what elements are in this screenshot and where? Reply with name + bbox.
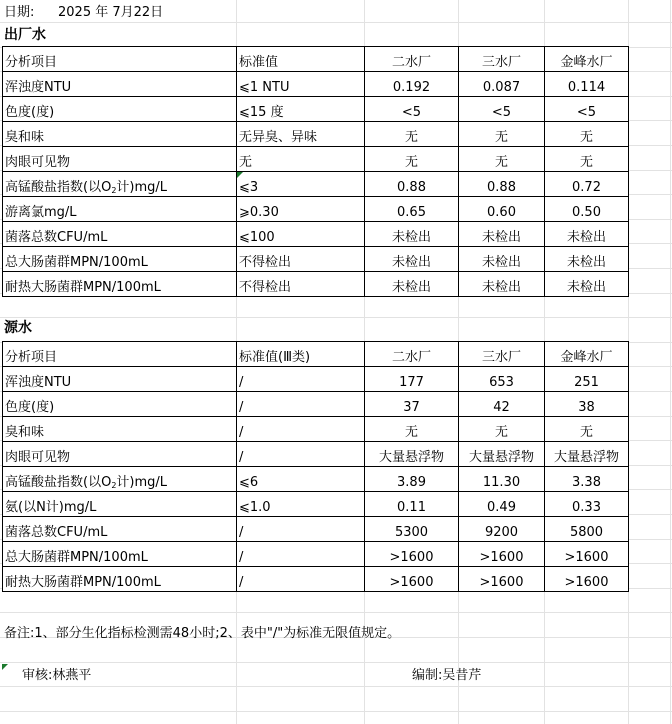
table-row (3, 392, 629, 417)
header-cell: 三水厂 (459, 342, 545, 367)
subscript: 2 (111, 186, 117, 195)
value-cell: 5800 (545, 517, 629, 542)
item-cell: 浑浊度NTU (3, 72, 237, 97)
standard-cell: / (237, 442, 365, 467)
table-row (3, 197, 629, 222)
date-value: 2025 年 7月22日 (58, 5, 164, 20)
value-cell: 11.30 (459, 467, 545, 492)
subscript: 2 (111, 481, 117, 490)
value-cell: 0.50 (545, 197, 629, 222)
item-cell: 总大肠菌群MPN/100mL (3, 542, 237, 567)
standard-cell: ⩽100 (237, 222, 365, 247)
table-row (3, 172, 629, 197)
value-cell: 大量悬浮物 (545, 442, 629, 467)
standard-cell: / (237, 417, 365, 442)
value-cell: 3.38 (545, 467, 629, 492)
source-water-table (2, 341, 629, 592)
value-cell: 9200 (459, 517, 545, 542)
grid-line (0, 711, 672, 712)
table-row (3, 492, 629, 517)
note-text: 备注:1、部分生化指标检测需48小时;2、表中"/"为标准无限值规定。 (4, 626, 401, 641)
item-cell: 高锰酸盐指数(以$O_2$计)mg/L (3, 467, 237, 492)
grid-line (0, 22, 672, 23)
value-cell: 0.192 (365, 72, 459, 97)
header-cell: 金峰水厂 (545, 47, 629, 72)
standard-cell: 无 (237, 147, 365, 172)
standard-cell: 无异臭、异味 (237, 122, 365, 147)
value-cell: 未检出 (365, 247, 459, 272)
value-cell: 无 (545, 122, 629, 147)
table-row (3, 517, 629, 542)
standard-cell: / (237, 392, 365, 417)
standard-cell: / (237, 367, 365, 392)
date-label: 日期: (4, 5, 35, 20)
value-cell: 无 (545, 417, 629, 442)
value-cell: >1600 (365, 567, 459, 592)
value-cell: 无 (545, 147, 629, 172)
standard-cell: ⩽15 度 (237, 97, 365, 122)
item-cell: 总大肠菌群MPN/100mL (3, 247, 237, 272)
table-row (3, 147, 629, 172)
value-cell: 无 (459, 122, 545, 147)
table-row (3, 542, 629, 567)
value-cell: >1600 (545, 542, 629, 567)
editor-text: 编制:吴昔芹 (412, 668, 482, 683)
table-row (3, 367, 629, 392)
finished-water-title: 出厂水 (4, 27, 46, 43)
value-cell: >1600 (365, 542, 459, 567)
table-row (3, 442, 629, 467)
value-cell: 177 (365, 367, 459, 392)
grid-line (0, 612, 672, 613)
comment-marker-icon (2, 664, 8, 670)
item-cell: 游离氯mg/L (3, 197, 237, 222)
header-cell: 标准值 (237, 47, 365, 72)
standard-cell: / (237, 542, 365, 567)
value-cell: 未检出 (459, 272, 545, 297)
table-row (3, 567, 629, 592)
standard-cell: ⩽3 (237, 172, 365, 197)
value-cell: 无 (365, 417, 459, 442)
finished-water-table (2, 46, 629, 297)
value-cell: 5300 (365, 517, 459, 542)
grid-line (0, 317, 672, 318)
reviewer-text: 审核:林燕平 (22, 668, 92, 683)
header-cell: 二水厂 (365, 47, 459, 72)
table-row (3, 247, 629, 272)
standard-cell: / (237, 517, 365, 542)
value-cell: <5 (459, 97, 545, 122)
standard-cell: / (237, 567, 365, 592)
table-row (3, 467, 629, 492)
value-cell: 251 (545, 367, 629, 392)
value-cell: >1600 (459, 542, 545, 567)
standard-cell: 不得检出 (237, 247, 365, 272)
value-cell: 大量悬浮物 (459, 442, 545, 467)
value-cell: 0.11 (365, 492, 459, 517)
item-cell: 耐热大肠菌群MPN/100mL (3, 272, 237, 297)
table-row (3, 72, 629, 97)
value-cell: 未检出 (459, 247, 545, 272)
value-cell: 38 (545, 392, 629, 417)
table-row (3, 272, 629, 297)
standard-cell: 不得检出 (237, 272, 365, 297)
finished-header-row (3, 47, 629, 72)
item-cell: 臭和味 (3, 122, 237, 147)
value-cell: <5 (365, 97, 459, 122)
value-cell: 0.88 (365, 172, 459, 197)
item-cell: 菌落总数CFU/mL (3, 517, 237, 542)
header-cell: 分析项目 (3, 47, 237, 72)
comment-marker-icon (237, 172, 243, 178)
table-row (3, 417, 629, 442)
table-row (3, 97, 629, 122)
item-cell: 菌落总数CFU/mL (3, 222, 237, 247)
value-cell: 无 (459, 147, 545, 172)
value-cell: 0.65 (365, 197, 459, 222)
value-cell: 未检出 (545, 222, 629, 247)
grid-line (0, 686, 672, 687)
item-cell: 色度(度) (3, 392, 237, 417)
item-cell: 氨(以N计)mg/L (3, 492, 237, 517)
value-cell: <5 (545, 97, 629, 122)
standard-cell: ⩽6 (237, 467, 365, 492)
value-cell: 大量悬浮物 (365, 442, 459, 467)
value-cell: 无 (459, 417, 545, 442)
item-cell: 肉眼可见物 (3, 147, 237, 172)
value-cell: >1600 (459, 567, 545, 592)
value-cell: >1600 (545, 567, 629, 592)
table-row (3, 222, 629, 247)
value-cell: 0.72 (545, 172, 629, 197)
value-cell: 3.89 (365, 467, 459, 492)
value-cell: 未检出 (545, 272, 629, 297)
header-cell: 分析项目 (3, 342, 237, 367)
value-cell: 0.60 (459, 197, 545, 222)
item-cell: 浑浊度NTU (3, 367, 237, 392)
value-cell: 0.087 (459, 72, 545, 97)
value-cell: 0.33 (545, 492, 629, 517)
standard-cell: ⩽1.0 (237, 492, 365, 517)
value-cell: 653 (459, 367, 545, 392)
standard-cell: ⩾0.30 (237, 197, 365, 222)
value-cell: 未检出 (459, 222, 545, 247)
source-header-row (3, 342, 629, 367)
item-cell: 色度(度) (3, 97, 237, 122)
grid-line (0, 662, 672, 663)
value-cell: 42 (459, 392, 545, 417)
header-cell: 三水厂 (459, 47, 545, 72)
standard-cell: ⩽1 NTU (237, 72, 365, 97)
value-cell: 未检出 (365, 222, 459, 247)
value-cell: 无 (365, 147, 459, 172)
value-cell: 37 (365, 392, 459, 417)
value-cell: 0.49 (459, 492, 545, 517)
value-cell: 无 (365, 122, 459, 147)
header-cell: 二水厂 (365, 342, 459, 367)
item-cell: 肉眼可见物 (3, 442, 237, 467)
item-cell: 耐热大肠菌群MPN/100mL (3, 567, 237, 592)
value-cell: 0.88 (459, 172, 545, 197)
value-cell: 0.114 (545, 72, 629, 97)
grid-line (670, 0, 671, 724)
table-row (3, 122, 629, 147)
item-cell: 臭和味 (3, 417, 237, 442)
header-cell: 金峰水厂 (545, 342, 629, 367)
item-cell: 高锰酸盐指数(以$O_2$计)mg/L (3, 172, 237, 197)
header-cell: 标准值(Ⅲ类) (237, 342, 365, 367)
source-water-title: 源水 (4, 320, 32, 336)
value-cell: 未检出 (545, 247, 629, 272)
value-cell: 未检出 (365, 272, 459, 297)
